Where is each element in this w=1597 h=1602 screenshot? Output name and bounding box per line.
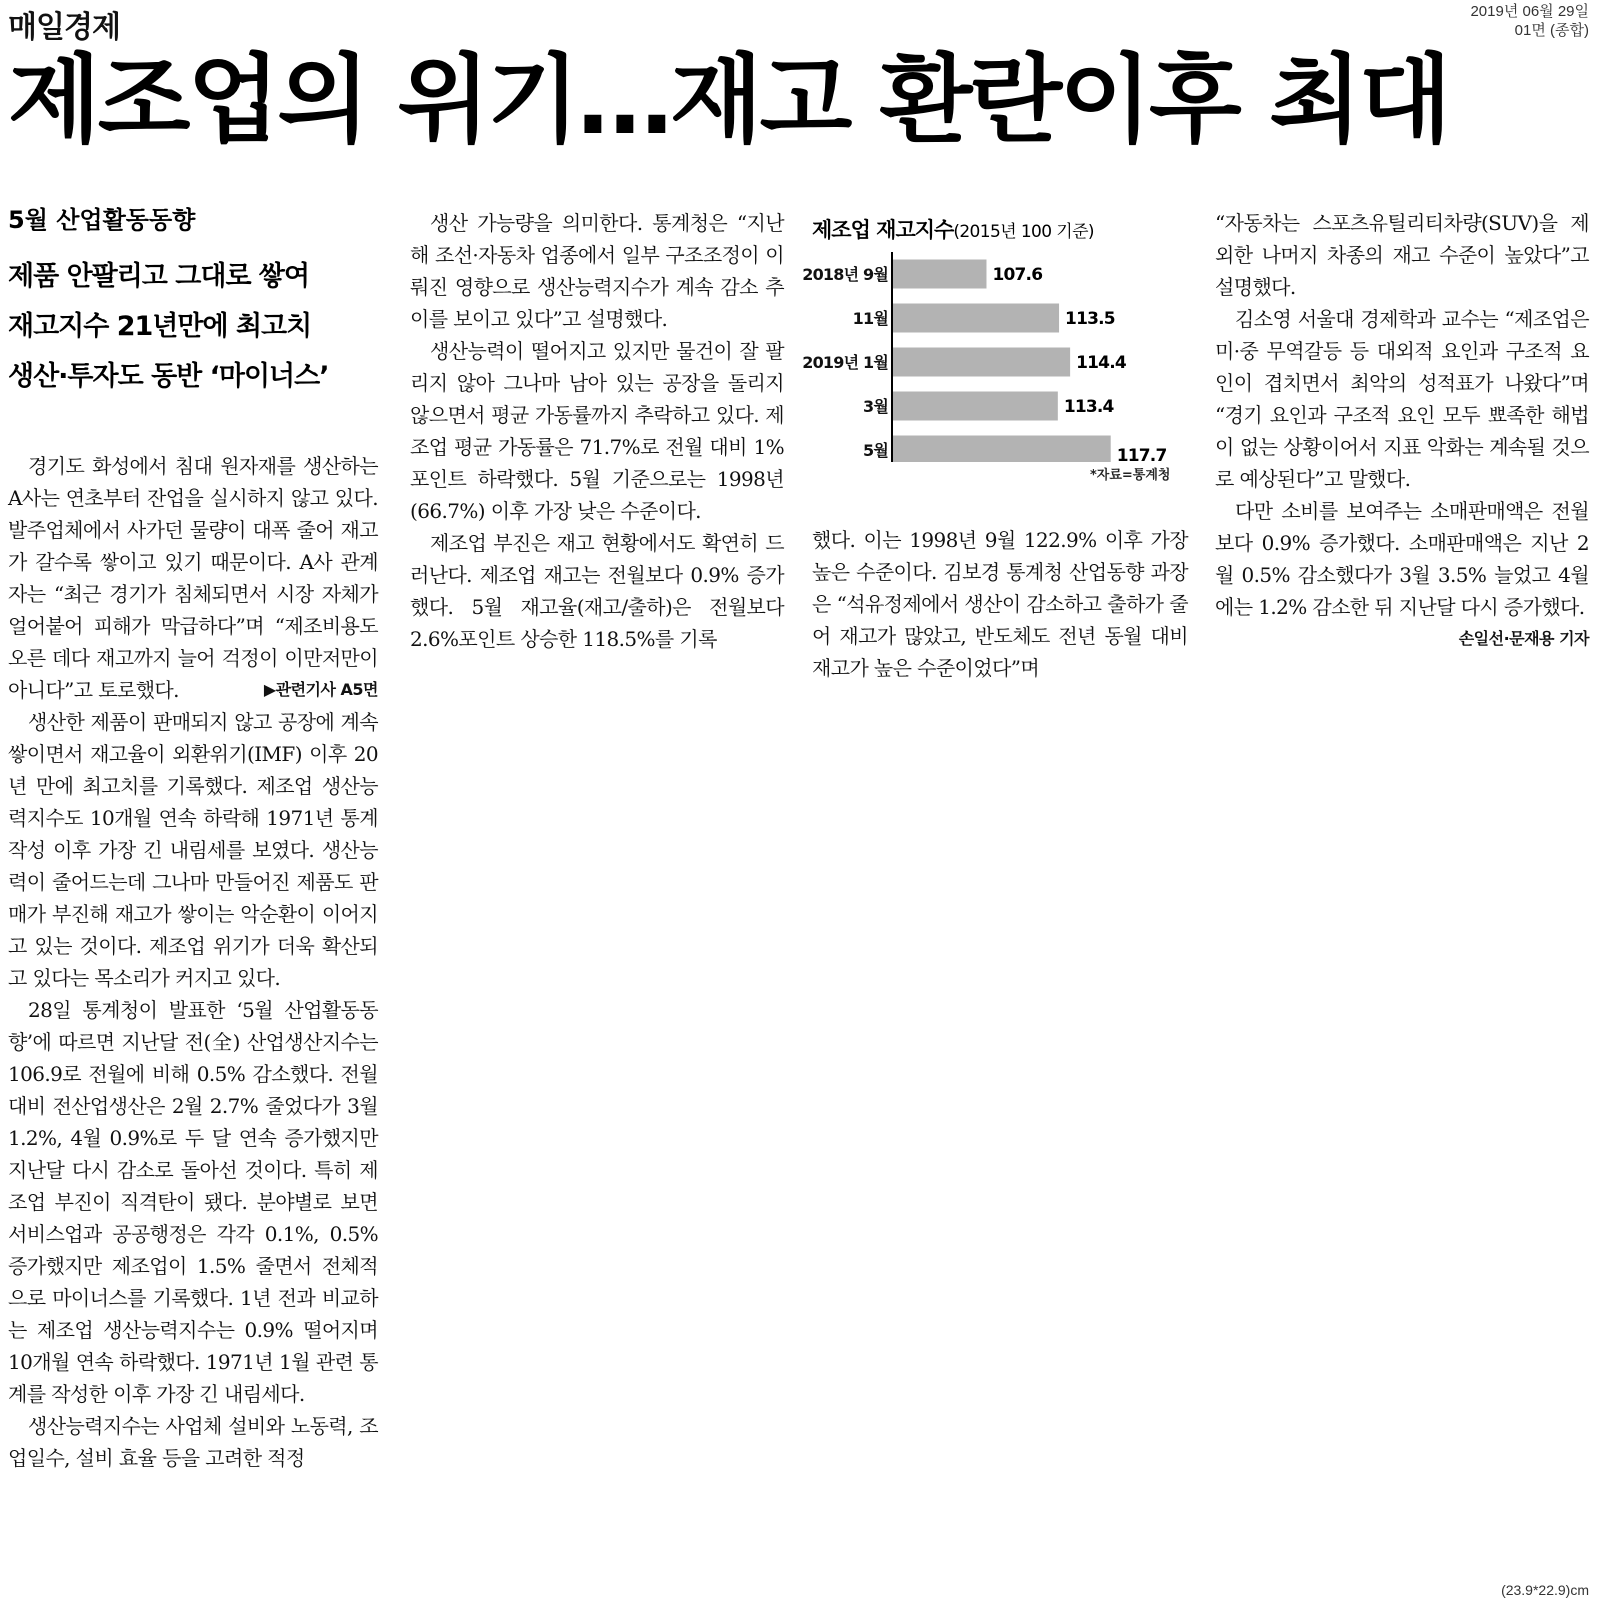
headline: 제조업의 위기…재고 환란이후 최대 [8, 44, 1449, 156]
paragraph: 김소영 서울대 경제학과 교수는 “제조업은 미·중 무역갈등 등 대외적 요인과 구조적 요인이 겹치면서 최악의 성적표가 나왔다”며 “경기 요인과 구조적 요인 모두 뾰족한 해법이 없는 상황이어서 지표 악화는 계속될 것으로 예상된다”고 말했다. [1215, 307, 1589, 491]
bar [893, 436, 1111, 463]
value-label: 114.4 [1076, 353, 1126, 373]
paragraph: “자동차는 스포츠유틸리티차량(SUV)을 제외한 나머지 차종의 재고 수준이 높았다”고 설명했다. [1215, 211, 1589, 299]
category-label: 2019년 1월 [802, 353, 888, 372]
byline: 손일선·문재용 기자 [1458, 629, 1589, 648]
paragraph [8, 450, 378, 706]
article-column-1 [8, 450, 378, 1474]
paragraph-text: 경기도 화성에서 침대 원자재를 생산하는 A사는 연초부터 잔업을 실시하지 않고 있다. 발주업체에서 사가던 물량이 대폭 줄어 재고가 갈수록 쌓이고 있기 때문이다. A사 관계자는 “최근 경기가 침체되면서 시장 자체가 얼어붙어 피해가 막급하다”며 “제조비용도 오른 데다 재고까지 늘어 걱정이 이만저만이 아니다”고 토로했다. [8, 454, 378, 702]
related-article-link[interactable]: ▶관련기사 A5면 [263, 680, 378, 699]
deck-line-1: 제품 안팔리고 그대로 쌓여 [8, 261, 310, 292]
kicker: 5월 산업활동동향 [8, 206, 196, 234]
bar [893, 392, 1058, 421]
paragraph [1215, 495, 1589, 648]
paragraph: 생산한 제품이 판매되지 않고 공장에 계속 쌓이면서 재고율이 외환위기(IMF) 이후 20년 만에 최고치를 기록했다. 제조업 생산능력지수도 10개월 연속 하락해 1971년 통계 작성 이후 가장 긴 내림세를 보였다. 생산능력이 줄어드는데 그나마 만들어진 제품도 판매가 부진해 재고가 쌓이는 악순환이 이어지고 있는 것이다. 제조업 위기가 더욱 확산되고 있다는 목소리가 커지고 있다. [8, 710, 378, 990]
paragraph: 생산능력이 떨어지고 있지만 물건이 잘 팔리지 않아 그나마 남아 있는 공장을 돌리지 않으면서 평균 가동률까지 추락하고 있다. 제조업 평균 가동률은 71.7%로 전월 대비 1%포인트 하락했다. 5월 기준으로는 1998년(66.7%) 이후 가장 낮은 수준이다. [410, 339, 784, 523]
deck-line-3: 생산·투자도 동반 ‘마이너스’ [8, 361, 329, 392]
paragraph-text: 다만 소비를 보여주는 소매판매액은 전월보다 0.9% 증가했다. 소매판매액은 지난 2월 0.5% 감소했다가 3월 3.5% 늘었고 4월에는 1.2% 감소한 뒤 지난달 다시 증가했다. [1215, 499, 1589, 619]
deck-line-2: 재고지수 21년만에 최고치 [8, 311, 312, 342]
paragraph: 제조업 부진은 재고 현황에서도 확연히 드러난다. 제조업 재고는 전월보다 0.9% 증가했다. 5월 재고율(재고/출하)은 전월보다 2.6%포인트 상승한 118.5%를 기록 [410, 531, 784, 651]
value-label: 113.4 [1063, 397, 1114, 417]
inventory-bar-chart [800, 250, 1180, 462]
paragraph: 생산 가능량을 의미한다. 통계청은 “지난해 조선·자동차 업종에서 일부 구조조정이 이뤄진 영향으로 생산능력지수가 계속 감소 추이를 보이고 있다”고 설명했다. [410, 211, 784, 331]
article-column-4 [1215, 207, 1589, 655]
value-label: 113.5 [1065, 309, 1115, 329]
category-label: 5월 [863, 441, 888, 460]
article-column-2 [410, 207, 784, 655]
paragraph: 28일 통계청이 발표한 ‘5월 산업활동동향’에 따르면 지난달 전(全) 산업생산지수는 106.9로 전월에 비해 0.5% 감소했다. 전월 대비 전산업생산은 2월 2.7% 줄었다가 3월 1.2%, 4월 0.9%로 두 달 연속 증가했지만 지난달 다시 감소로 돌아선 것이다. 특히 제조업 부진이 직격탄이 됐다. 분야별로 보면 서비스업과 공공행정은 각각 0.1%, 0.5% 증가했지만 제조업이 1.5% 줄면서 전체적으로 마이너스를 기록했다. 1년 전과 비교하는 제조업 생산능력지수는 0.9% 떨어지며 10개월 연속 하락했다. 1971년 1월 관련 통계를 작성한 이후 가장 긴 내림세다. [8, 998, 378, 1406]
bar [893, 348, 1070, 377]
chart-title [812, 214, 1094, 244]
clipping-size-note: (23.9*22.9)cm [1501, 1582, 1589, 1598]
value-label: 117.7 [1116, 446, 1167, 462]
bar [893, 304, 1059, 333]
bar [893, 260, 986, 289]
category-label: 2018년 9월 [802, 265, 888, 284]
subheadings [8, 202, 398, 402]
publication-date: 2019년 06월 29일 [1470, 3, 1589, 20]
article-column-3 [812, 524, 1188, 684]
category-label: 11월 [852, 309, 888, 328]
page-number: 01면 (종합) [1514, 22, 1589, 39]
chart-source: *자료=통계청 [1090, 468, 1171, 483]
publication-meta [1470, 2, 1589, 40]
value-label: 107.6 [992, 265, 1043, 285]
paragraph: 했다. 이는 1998년 9월 122.9% 이후 가장 높은 수준이다. 김보경 통계청 산업동향 과장은 “석유정제에서 생산이 감소하고 출하가 줄어 재고가 많았고, 반도체도 전년 동월 대비 재고가 높은 수준이었다”며 [812, 528, 1188, 680]
paragraph: 생산능력지수는 사업체 설비와 노동력, 조업일수, 설비 효율 등을 고려한 적정 [8, 1414, 378, 1470]
newspaper-name: 매일경제 [8, 10, 120, 45]
category-label: 3월 [863, 397, 888, 416]
chart-title-main: 제조업 재고지수 [812, 218, 954, 242]
chart-subtitle: (2015년 100 기준) [953, 222, 1094, 242]
